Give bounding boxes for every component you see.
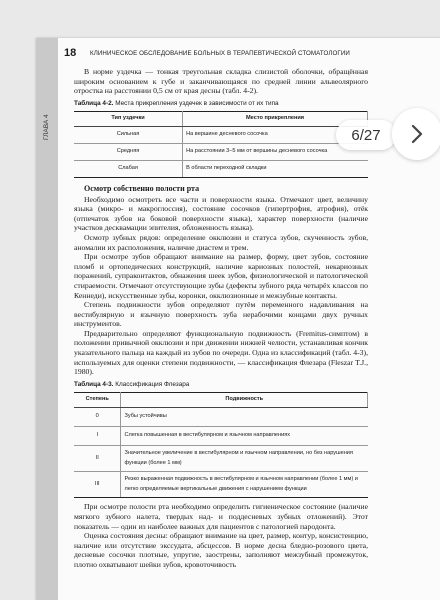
table1-caption-number: Таблица 4-2.: [74, 99, 114, 107]
page-content: [74, 67, 368, 570]
table-row: [74, 143, 368, 160]
paragraph: Степень подвижности зубов определяют путём переменного надавливания на вестибулярную и язычную поверхность зуба нерабочими концами двух ручных инструментов.: [74, 300, 368, 329]
chapter-label: ГЛАВА 4: [43, 114, 50, 140]
paragraph-intro: В норме уздечка — тонкая треугольная складка слизистой оболочки, обращённая широким основанием к губе и заканчивающаяся по средней линии альвеолярного отростка на расстоянии 0,5 см от края десны (табл. 4-2).: [74, 67, 368, 96]
table-cell: Зубы устойчивы: [121, 408, 368, 427]
table-cell: Слабая: [74, 160, 183, 177]
table1-caption: [74, 99, 368, 109]
table-cell: Сильная: [74, 126, 183, 143]
table-row: [74, 427, 368, 446]
table1-header: Место прикрепления: [183, 112, 368, 127]
table2-header: Подвижность: [121, 393, 368, 408]
table2-caption-number: Таблица 4-3.: [74, 380, 114, 388]
paragraph: Оценка состояния десны: обращают внимание на цвет, размер, контур, консистенцию, наличие или отсутствие экссудата, абсцессов. В норме десна бледно-розового цвета, десневые сосочки плотные, упругие, заострены, заполняют межзубный промежуток, плотно охватывают шейки зубов, кровоточивость: [74, 531, 368, 569]
table-cell: Средняя: [74, 143, 183, 160]
table-cell: На вершине десневого сосочка: [183, 126, 368, 143]
table1-caption-text: Места прикрепления уздечек в зависимости от их типа: [115, 99, 279, 107]
table-row: [74, 160, 368, 177]
table-cell: II: [74, 446, 121, 472]
frenulum-table: [74, 111, 368, 178]
table2-header: Степень: [74, 393, 121, 408]
paragraph: При осмотре полости рта необходимо определить гигиеническое состояние (наличие мягкого зубного налета, твердых над- и поддесневых зубных отложений). Этот показатель — один из наиболее важных для пациентов с патологией пародонта.: [74, 502, 368, 531]
table-cell: Значительное увеличение в вестибулярном и язычном направлении, но без нарушения функции (более 1 мм): [121, 446, 368, 472]
table-cell: I: [74, 427, 121, 446]
chapter-sidebar: [36, 38, 58, 600]
table-cell: 0: [74, 408, 121, 427]
section-heading: Осмотр собственно полости рта: [84, 183, 200, 193]
paragraph: Необходимо осмотреть все части и поверхности языка. Отмечают цвет, величину языка (микро- и макроглоссия), состояние сосочков (гипертрофия, атрофия), отёк (отпечаток зубов на боковой поверхности языка), характер поверхности (наличие участков десквамации эпителия, обложенность языка).: [74, 194, 368, 233]
table-cell: Слегка повышенная в вестибулярном и язычном направлениях: [121, 427, 368, 446]
page-header: [58, 46, 440, 64]
table-row: [74, 472, 368, 498]
table-cell: Резко выраженная подвижность в вестибулярном и язычном направлении (более 1 мм) и легко определяемые вертикальные движения с нарушением функции: [121, 472, 368, 498]
table1-header: Тип уздечки: [74, 112, 183, 127]
paragraph: Осмотр зубных рядов: определение окклюзии и статуса зубов, скученность зубов, аномалии их расположения, наличие диастем и трем.: [74, 232, 368, 252]
table-row: [74, 126, 368, 143]
page-number: 18: [64, 47, 77, 59]
table-row: [74, 446, 368, 472]
table2-caption: [74, 380, 368, 390]
chevron-right-icon: [410, 124, 424, 144]
paragraph: При осмотре зубов обращают внимание на размер, форму, цвет зубов, состояние пломб и ортопедических конструкций, наличие кариозных полостей, некариозных поражений, супраконтактов, обнажения шеек зубов, физиологической и патологической стираемости. Отмечают отсутствующие зубы (дефекты зубного ряда четырёх классов по Кеннеди), искусственные зубы, коронки, окклюзионные и межзубные контакты.: [74, 252, 368, 300]
running-header: КЛИНИЧЕСКОЕ ОБСЛЕДОВАНИЕ БОЛЬНЫХ В ТЕРАПЕВТИЧЕСКОЙ СТОМАТОЛОГИИ: [90, 50, 350, 57]
page-indicator: 6/27: [336, 120, 396, 150]
paragraph: Предварительно определяют функциональную подвижность (Fremitus-симптом) в положении привычной окклюзии и при движении нижней челюсти, устанавливая кончик указательного пальца на каждый из зубов по очереди. Одна из классификаций (табл. 4-3), используемых для оценки степени подвижности, — классификация Флезара (Fleszar T.J., 1980).: [74, 328, 368, 377]
table-cell: На расстоянии 3–5 мм от вершины десневого сосочка: [183, 143, 368, 160]
next-page-button[interactable]: [392, 108, 440, 160]
table-cell: III: [74, 472, 121, 498]
table-row: [74, 408, 368, 427]
table2-caption-text: Классификация Флезара: [115, 380, 190, 388]
table-cell: В области переходной складки: [183, 160, 368, 177]
fleszar-table: [74, 392, 368, 498]
